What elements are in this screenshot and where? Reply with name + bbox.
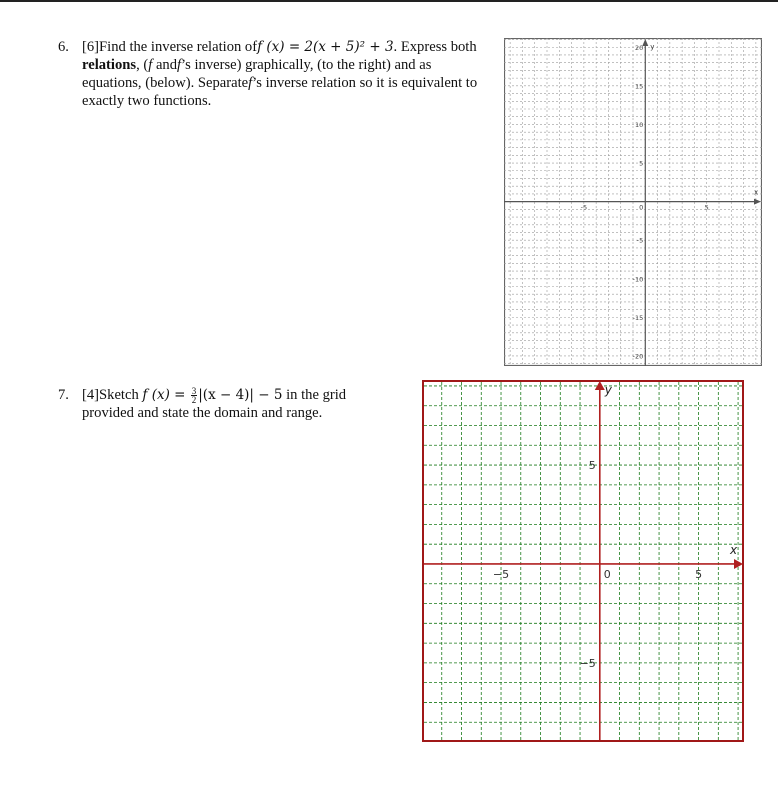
question-6-bold-relations: relations	[82, 57, 137, 73]
x-axis-label: x	[754, 188, 759, 197]
x-tick-label: −5	[492, 567, 510, 581]
y-tick-label: 15	[635, 82, 644, 91]
grid-frame	[423, 381, 743, 741]
question-6-points: [6]	[82, 39, 100, 55]
question-6-function: f (x) = 2(x + 5)² + 3	[257, 39, 394, 55]
x-tick-label: 5	[695, 567, 703, 581]
question-6-f-symbol-3: f	[248, 75, 253, 91]
y-tick-label: 20	[635, 43, 644, 52]
question-7-sketch: Sketch	[99, 387, 143, 403]
question-6-text	[82, 38, 488, 110]
y-tick-label: −5	[579, 656, 596, 670]
y-tick-label: -10	[632, 275, 644, 284]
question-6-equivalent: ’s inverse relation so it is equivalent to exactly two functions.	[82, 75, 478, 109]
x-tick-label: -5	[580, 203, 588, 212]
fraction-denominator: 2	[191, 395, 197, 406]
question-6-instructions: ’s inverse) graphically, (to the right) and as equations, (below). Separate	[82, 57, 432, 91]
top-rule	[0, 0, 778, 2]
question-6-f-symbol: f	[148, 57, 153, 73]
question-7-text	[82, 386, 378, 422]
question-6	[58, 38, 488, 110]
question-7	[58, 386, 378, 422]
question-7-rhs: |(x − 4)| − 5	[198, 387, 283, 403]
origin-label: 0	[603, 567, 611, 581]
y-tick-label: 10	[635, 120, 644, 129]
graph-grid-q6[interactable]	[504, 38, 762, 366]
y-tick-label: 5	[639, 159, 644, 168]
question-6-paren: , (	[136, 57, 149, 73]
y-tick-label: -15	[632, 313, 644, 322]
question-6-intro: Find the inverse relation of	[99, 39, 258, 55]
fraction-numerator: 3	[191, 386, 197, 397]
y-tick-label: 5	[588, 459, 596, 473]
origin-label: 0	[639, 203, 644, 212]
question-6-f-symbol-2: f	[177, 57, 182, 73]
y-axis-label: y	[650, 43, 655, 51]
graph-grid-q7[interactable]	[422, 380, 744, 742]
question-7-points: [4]	[82, 387, 100, 403]
question-6-express: . Express both	[393, 39, 477, 55]
question-7-fraction	[191, 387, 198, 404]
x-axis-label: x	[730, 542, 738, 557]
question-7-number: 7.	[58, 387, 69, 403]
question-6-and: and	[152, 57, 178, 73]
y-tick-label: -5	[636, 236, 644, 245]
question-7-instructions: in the grid provided and state the domain and range.	[82, 387, 347, 422]
question-6-number: 6.	[58, 39, 69, 55]
x-tick-label: 5	[704, 203, 709, 212]
y-axis-label: y	[604, 383, 612, 397]
y-tick-label: -20	[632, 352, 644, 361]
question-7-lhs: f (x) =	[142, 387, 190, 403]
